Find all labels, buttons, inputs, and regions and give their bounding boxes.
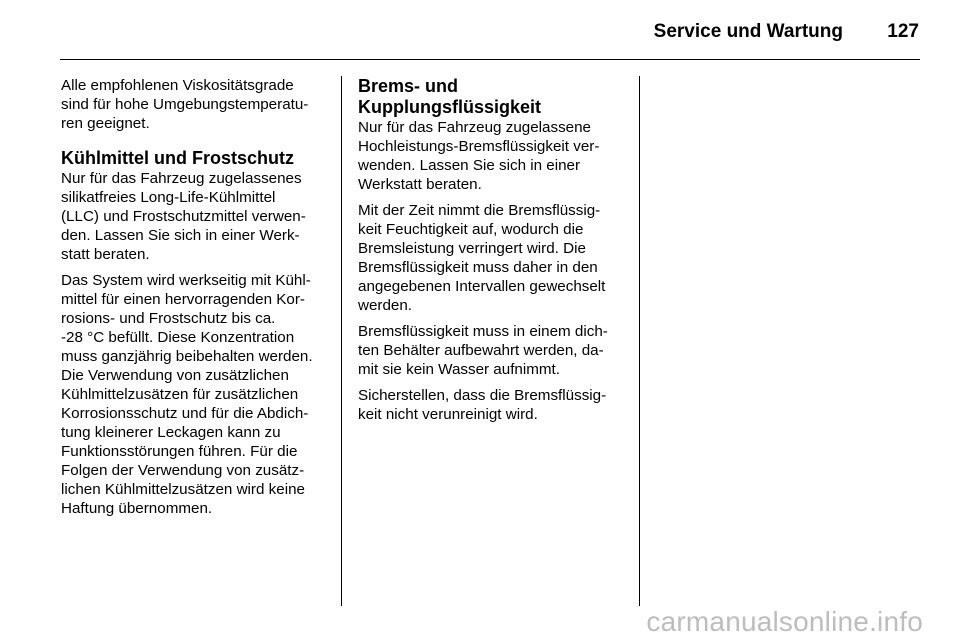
text-line: Bremsflüssigkeit muss in einem dich- <box>358 323 608 340</box>
page-number: 127 <box>887 21 919 42</box>
text-line: wenden. Lassen Sie sich in einer <box>358 157 581 174</box>
text-line: Funktionsstörungen führen. Für die <box>61 443 298 460</box>
coolant-paragraph-2 <box>61 271 333 518</box>
text-line: ten Behälter aufbewahrt werden, da- <box>358 342 604 359</box>
text-line: Nur für das Fahrzeug zugelassenes <box>61 170 302 187</box>
text-line: Mit der Zeit nimmt die Bremsflüssig- <box>358 202 601 219</box>
heading-line: Brems- und <box>358 76 459 96</box>
text-line: den. Lassen Sie sich in einer Werk- <box>61 227 300 244</box>
text-line: Die Verwendung von zusätzlichen <box>61 367 289 384</box>
text-line: Alle empfohlenen Viskositätsgrade <box>61 77 294 94</box>
text-column-1 <box>61 76 333 525</box>
watermark-text: carmanualsonline.info <box>646 606 923 637</box>
text-line: Haftung übernommen. <box>61 500 213 517</box>
text-line: tung kleinerer Leckagen kann zu <box>61 424 281 441</box>
text-line: Korrosionsschutz und für die Abdich- <box>61 405 309 422</box>
text-line: mit sie kein Wasser aufnimmt. <box>358 361 560 378</box>
text-line: statt beraten. <box>61 246 150 263</box>
text-line: Sicherstellen, dass die Bremsflüssig- <box>358 387 607 404</box>
text-line: (LLC) und Frostschutzmittel verwen- <box>61 208 306 225</box>
text-line: lichen Kühlmittelzusätzen wird keine <box>61 481 305 498</box>
section-heading-brake-fluid <box>358 76 630 118</box>
text-line: Hochleistungs-Bremsflüssigkeit ver- <box>358 138 600 155</box>
text-line: Das System wird werkseitig mit Kühl- <box>61 272 311 289</box>
text-column-2 <box>358 76 630 431</box>
text-line: sind für hohe Umgebungstemperatu- <box>61 96 309 113</box>
text-line: angegebenen Intervallen gewechselt <box>358 278 606 295</box>
header-divider <box>60 59 920 60</box>
text-line: Werkstatt beraten. <box>358 176 482 193</box>
text-line: rosions- und Frostschutz bis ca. <box>61 310 276 327</box>
brake-paragraph-2 <box>358 201 630 315</box>
brake-paragraph-1 <box>358 118 630 194</box>
brake-paragraph-4 <box>358 386 630 424</box>
text-line: silikatfreies Long-Life-Kühlmittel <box>61 189 276 206</box>
brake-paragraph-3 <box>358 322 630 379</box>
section-title: Service und Wartung <box>653 21 843 42</box>
section-heading-coolant: Kühlmittel und Frostschutz <box>61 148 294 168</box>
heading-line: Kupplungsflüssigkeit <box>358 97 542 117</box>
text-line: mittel für einen hervorragenden Kor- <box>61 291 305 308</box>
text-line: keit nicht verunreinigt wird. <box>358 406 538 423</box>
intro-paragraph <box>61 76 333 133</box>
text-line: ren geeignet. <box>61 115 150 132</box>
text-line: Nur für das Fahrzeug zugelassene <box>358 119 592 136</box>
text-line: muss ganzjährig beibehalten werden. <box>61 348 313 365</box>
text-line: -28 °C befüllt. Diese Konzentration <box>61 329 295 346</box>
text-line: Kühlmittelzusätzen für zusätzlichen <box>61 386 299 403</box>
column-divider-left <box>341 76 342 606</box>
column-divider-right <box>639 76 640 606</box>
text-line: Bremsflüssigkeit muss daher in den <box>358 259 598 276</box>
text-line: keit Feuchtigkeit auf, wodurch die <box>358 221 584 238</box>
coolant-paragraph-1 <box>61 169 333 264</box>
text-line: Bremsleistung verringert wird. Die <box>358 240 586 257</box>
text-line: Folgen der Verwendung von zusätz- <box>61 462 305 479</box>
text-line: werden. <box>358 297 413 314</box>
